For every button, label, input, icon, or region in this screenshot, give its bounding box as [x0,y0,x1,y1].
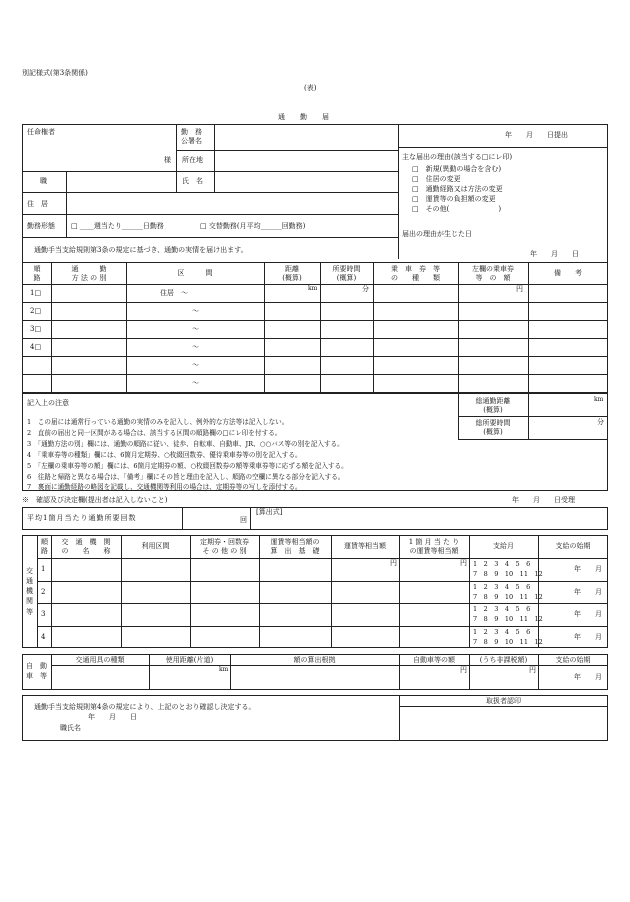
pay-months-4a[interactable]: 1 2 3 4 5 6 [473,628,531,636]
received-date: 年 月 日受理 [512,496,575,504]
route-order-header: 順 路 [33,265,41,283]
form-reference: 別記様式(第3条関係) [22,69,88,77]
route-yen-unit: 円 [516,285,523,293]
notification-form [22,124,608,393]
total-time-label: 総所要時間 (概算) [475,419,511,437]
pay-months-2b[interactable]: 7 8 9 10 11 12 [473,593,543,601]
transport-order-header: 順 路 [41,538,48,555]
transport-ticket-header: 定期券・回数券 そ の 他 の 別 [200,538,249,556]
month-yen-unit: 円 [460,559,467,567]
note-1: 1 この届には通常行っている通勤の実情のみを記入し、例外的な方法等は記入しない。 [27,418,289,426]
transport-basis-header: 運賃等相当額の 算 出 基 礎 [270,538,320,556]
route-method-header: 通 勤 方 法 の 別 [71,265,107,283]
post-label: 職 [40,177,47,185]
transport-side-label: 交 通 機 関 等 [26,567,33,616]
car-side-label: 自 動 車 等 [26,662,47,680]
declaration-text: 通勤手当支給規則第3条の規定に基づき、通勤の実情を届け出ます。 [34,246,248,254]
car-start-header: 支給の始期 [555,656,591,664]
pay-months-3a[interactable]: 1 2 3 4 5 6 [473,605,531,613]
fare-yen-unit: 円 [390,559,397,567]
car-km-unit: km [219,666,229,673]
start-ym-4: 年 月 [574,633,602,641]
appointer-label: 任命権者 [27,128,55,136]
note-7: 7 裏面に通勤経路の略図を記載し、交通機関等利用の場合は、定期券等の写しを添付する。 [27,483,302,491]
residence-label: 住 居 [27,200,48,208]
transport-pay-header: 支給月 [493,542,514,550]
route-row-1[interactable]: 1□ [30,289,42,297]
transport-org-header: 交 通 機 関 の 名 称 [61,538,111,556]
reason-residence[interactable]: □ 住居の変更 [412,175,461,183]
transport-row-2: 2 [41,588,46,596]
reason-new[interactable]: □ 新規(異動の場合を含む) [412,165,502,173]
transport-row-1: 1 [41,565,46,573]
work-form-label: 勤務形態 [27,222,55,230]
route-tilde-2: 〜 [192,307,199,315]
confirm-header: ※ 確認及び決定欄(提出者は記入しないこと) [22,496,168,504]
car-taxfree-header: (うち非課税額) [479,656,528,664]
route-time-header: 所要時間 (概算) [332,265,361,283]
total-km-unit: km [594,396,604,403]
page-title: 通 勤 届 [278,113,333,121]
car-taxfree-yen-unit: 円 [529,666,536,674]
work-option-shift[interactable]: □ 交替勤務(月平均______回勤務) [200,222,306,230]
handler-seal-label: 取扱者認印 [486,697,521,705]
decision-text: 通勤手当支給規則第4条の規定により、上記のとおり確認し決定する。 [34,703,256,711]
route-tilde-6: 〜 [192,379,199,387]
transport-fare-header: 運賃等相当額 [344,542,386,550]
total-min-unit: 分 [597,418,604,426]
route-row-3[interactable]: 3□ [30,325,42,333]
route-row-2[interactable]: 2□ [30,307,42,315]
work-option-weekly[interactable]: □ ____週当たり______日勤務 [71,222,164,230]
route-section-header: 区 間 [177,269,213,277]
officer-label: 職氏名 [60,724,81,732]
transport-start-header: 支給の始期 [555,542,591,550]
name-label: 氏 名 [182,177,203,185]
route-amount-header: 左欄の乗車券 等 の 額 [472,265,514,283]
route-min-unit: 分 [362,285,369,293]
reason-date: 年 月 日 [530,250,579,258]
side-label: (表) [304,84,317,92]
route-tilde-5: 〜 [192,361,199,369]
route-start: 住居 〜 [160,289,188,297]
car-distance-header: 使用距離(片道) [165,656,214,664]
car-amount-header: 自動車等の額 [413,656,455,664]
calc-label: [算出式] [256,508,283,516]
route-distance-header: 距離 (概算) [282,265,302,283]
note-3: 3 「通勤方法の別」欄には、通勤の順路に従い、徒歩、自転車、自動車、JR、○○バス等の別を記入する。 [27,440,344,448]
reason-other[interactable]: □ その他( ) [412,205,502,213]
start-ym-2: 年 月 [574,588,602,596]
reason-fare[interactable]: □ 運賃等の負担額の変更 [412,195,496,203]
pay-months-3b[interactable]: 7 8 9 10 11 12 [473,615,543,623]
route-km-unit: km [308,285,318,292]
route-ticket-header: 乗 車 券 等 の 種 類 [391,265,440,283]
transport-row-4: 4 [41,633,46,641]
note-6: 6 往路と帰路と異なる場合は、「備考」欄にその旨と理由を記入し、順路の空欄に異なる部分を記入する。 [27,473,345,481]
start-ym-1: 年 月 [574,565,602,573]
pay-months-2a[interactable]: 1 2 3 4 5 6 [473,583,531,591]
reason-date-label: 届出の理由が生じた日 [402,230,472,238]
route-remark-header: 備 考 [554,269,582,277]
total-distance-label: 総通勤距離 (概算) [475,397,511,415]
notes-title: 記入上の注意 [27,399,69,407]
pay-months-4b[interactable]: 7 8 9 10 11 12 [473,638,543,646]
note-2: 2 直前の届出と同一区間がある場合は、該当する区間の順路欄の□にレ印を付する。 [27,429,282,437]
route-row-4[interactable]: 4□ [30,343,42,351]
reason-route[interactable]: □ 通勤経路又は方法の変更 [412,185,503,193]
route-tilde-3: 〜 [192,325,199,333]
note-5: 5 「左欄の乗車券等の額」欄には、6箇月定期券の額、○枚綴回数券の額等乗車券等に応ずる額を記入する。 [27,462,348,470]
route-tilde-4: 〜 [192,343,199,351]
car-basis-header: 額の算出根拠 [293,656,336,664]
pay-months-1a[interactable]: 1 2 3 4 5 6 [473,560,531,568]
transport-section-header: 利用区間 [141,542,170,550]
car-start-ym: 年 月 [574,673,602,681]
decision-date: 年 月 日 [88,713,137,721]
office-label: 勤 務 公署名 [181,128,202,145]
sama-label: 様 [164,156,171,164]
start-ym-3: 年 月 [574,610,602,618]
pay-months-1b[interactable]: 7 8 9 10 11 12 [473,570,543,578]
reason-title: 主な届出の理由(該当する□にレ印) [402,153,513,161]
transport-row-3: 3 [41,610,46,618]
transport-month-header: 1 箇 月 当 た り の運賃等相当額 [408,538,460,556]
avg-times-unit: 回 [240,516,247,524]
submit-date: 年 月 日提出 [505,131,568,139]
car-type-header: 交通用具の種類 [75,656,125,664]
avg-label: 平均1箇月当たり通勤所要回数 [27,514,137,522]
car-yen-unit: 円 [460,666,467,674]
address-label: 所在地 [182,156,203,164]
note-4: 4 「乗車券等の種類」欄には、6箇月定期券、○枚綴回数券、優待乗車券等の別を記入する。 [27,451,302,459]
